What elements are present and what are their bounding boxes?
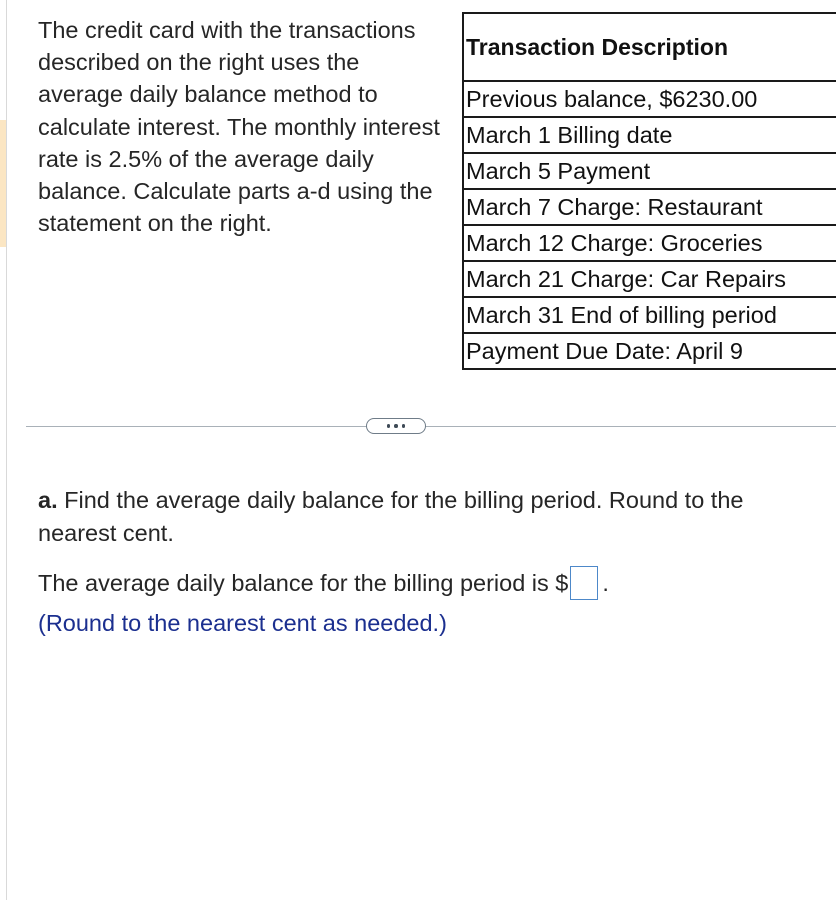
table-cell: Payment Due Date: April 9	[463, 333, 836, 369]
table-row	[463, 225, 836, 261]
table-row	[463, 333, 836, 369]
table-row	[463, 117, 836, 153]
table-row	[463, 153, 836, 189]
table-cell: March 21 Charge: Car Repairs	[463, 261, 836, 297]
table-header-row	[463, 13, 836, 81]
left-page-rule	[6, 0, 7, 900]
answer-line	[38, 566, 609, 600]
transaction-table	[462, 12, 836, 370]
ellipsis-dot-icon	[394, 424, 398, 428]
left-accent-bar	[0, 120, 6, 247]
table-cell: March 12 Charge: Groceries	[463, 225, 836, 261]
question-part-a	[38, 484, 818, 550]
table-row	[463, 189, 836, 225]
table-header-cell: Transaction Description	[463, 13, 836, 81]
problem-statement: The credit card with the transactions described on the right uses the average daily balance method to calculate interest. The monthly interest rate is 2.5% of the average daily balance. Calculate parts a-d using the statement on the right.	[38, 17, 440, 237]
answer-input[interactable]	[570, 566, 598, 600]
table-cell: March 31 End of billing period	[463, 297, 836, 333]
table-cell: March 7 Charge: Restaurant	[463, 189, 836, 225]
question-label: a.	[38, 487, 58, 513]
transaction-table-container	[462, 12, 836, 370]
table-cell: Previous balance, $6230.00	[463, 81, 836, 117]
table-cell: March 1 Billing date	[463, 117, 836, 153]
table-row	[463, 261, 836, 297]
question-text: Find the average daily balance for the billing period. Round to the nearest cent.	[38, 487, 744, 546]
ellipsis-dot-icon	[402, 424, 406, 428]
answer-suffix: .	[602, 570, 609, 596]
table-row	[463, 297, 836, 333]
answer-prefix: The average daily balance for the billing period is $	[38, 570, 569, 596]
rounding-hint: (Round to the nearest cent as needed.)	[38, 610, 447, 636]
expand-more-button[interactable]	[366, 418, 426, 434]
section-divider	[26, 426, 836, 427]
table-cell: March 5 Payment	[463, 153, 836, 189]
ellipsis-dot-icon	[387, 424, 391, 428]
table-row	[463, 81, 836, 117]
